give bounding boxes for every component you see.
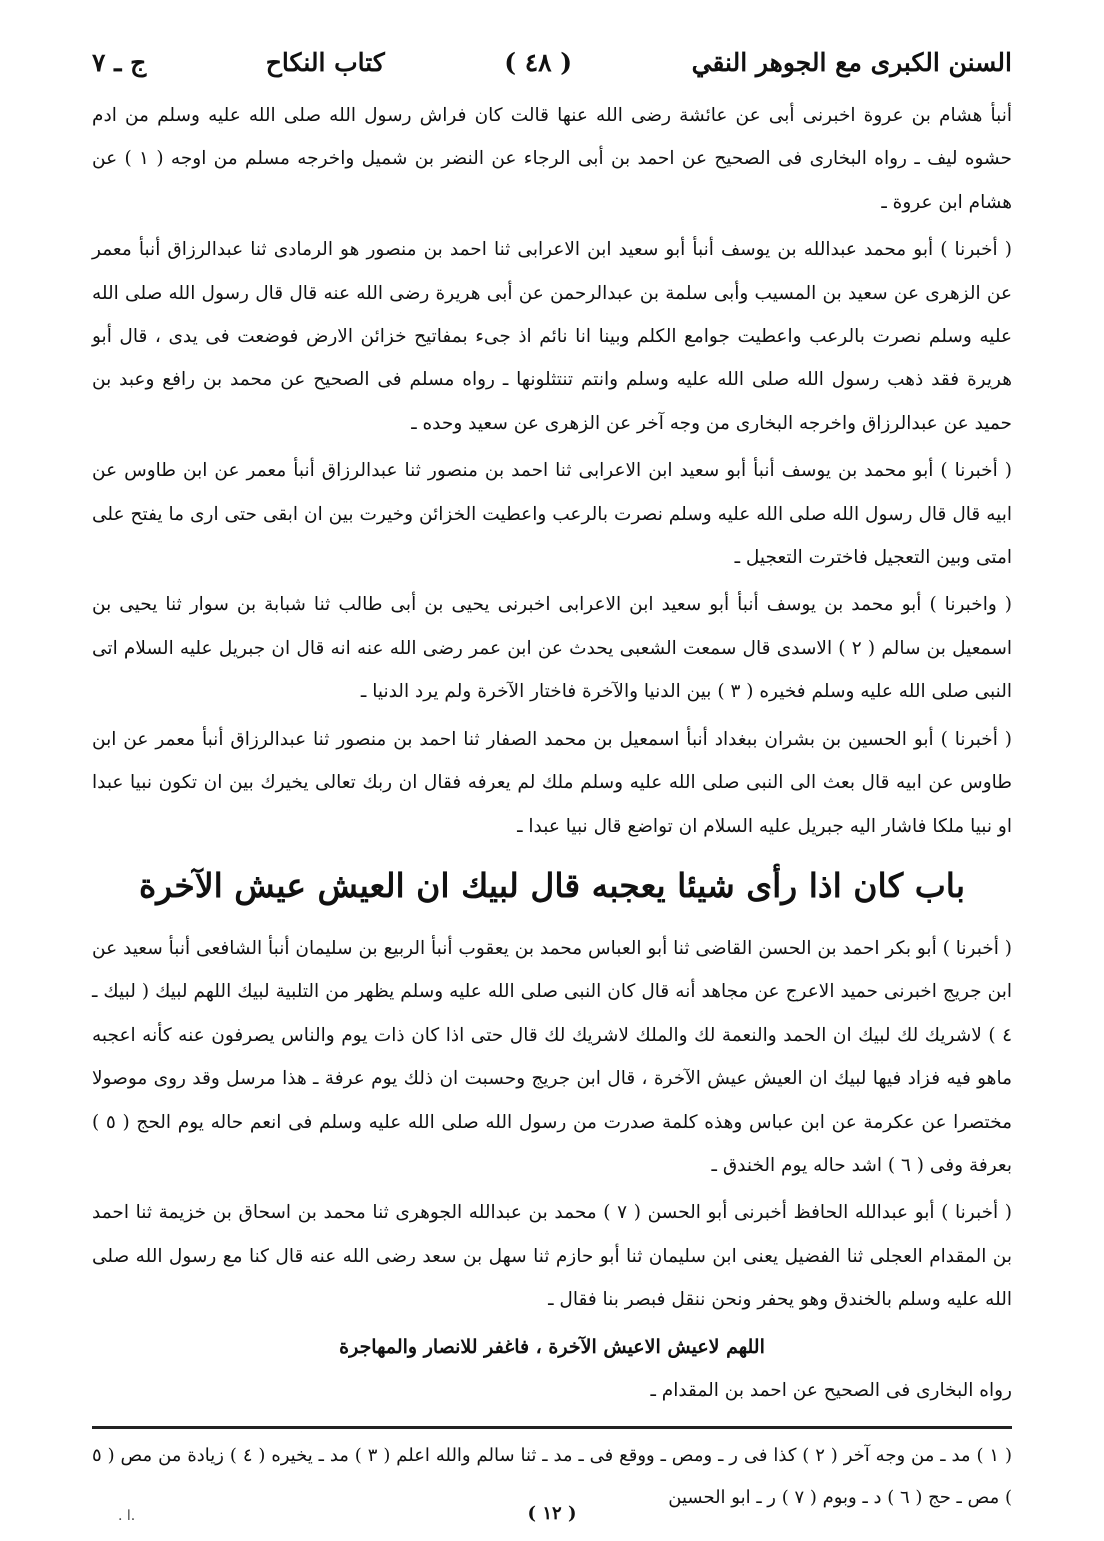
running-header: [92, 48, 1012, 94]
paragraph: ( أخبرنا ) أبو عبدالله الحافظ أخبرنى أبو الحسن ( ٧ ) محمد بن عبدالله الجوهرى ثنا محمد بن اسحاق بن خزيمة ثنا احمد بن المقدام العجلى ثنا الفضيل يعنى ابن سليمان ثنا أبو حازم ثنا سهل بن سعد رضى الله عنه قال كنا مع رسول الله صلى الله عليه وسلم بالخندق وهو يحفر ونحن ننقل فبصر بنا فقال ـ: [92, 1202, 1013, 1311]
chapter-title: كتاب النكاح: [265, 48, 385, 77]
book-title: السنن الكبرى مع الجوهر النقي: [691, 48, 1012, 77]
footer-page-number: ( ١٢ ): [527, 1503, 577, 1524]
footnotes: ( ١ ) مد ـ من وجه آخر ( ٢ ) كذا فى ر ـ ومص ـ ووقع فى ـ مد ـ ثنا سالم والله اعلم ( ٣ ) مد ـ يخيره ( ٤ ) زيادة من مص ( ٥ ) مص ـ حج ( ٦ ) د ـ وبوم ( ٧ ) ر ـ ابو الحسين: [92, 1444, 1013, 1508]
closing-line: رواه البخارى فى الصحيح عن احمد بن المقدام ـ: [650, 1379, 1012, 1401]
paragraph: ( أخبرنا ) أبو محمد عبدالله بن يوسف أنبأ أبو سعيد ابن الاعرابى ثنا احمد بن منصور هو الرمادى ثنا عبدالرزاق أنبأ معمر عن الزهرى عن سعيد بن المسيب وأبى سلمة بن عبدالرحمن عن أبى هريرة رضى الله عنه قال قال رسول الله صلى الله عليه وسلم نصرت بالرعب واعطيت جوامع الكلم وبينا انا نائم اذ جىء بمفاتيح خزائن الارض فوضعت فى يدى ، قال أبو هريرة فقد ذهب رسول الله صلى الله عليه وسلم وانتم تنتثلونها ـ رواه مسلم فى الصحيح عن محمد بن رافع وعبد بن حميد عن عبدالرزاق واخرجه البخارى من وجه آخر عن الزهرى عن سعيد وحده ـ: [92, 239, 1012, 434]
body-text-top: [92, 94, 1012, 848]
paragraph: ( أخبرنا ) أبو الحسين بن بشران ببغداد أنبأ اسمعيل بن محمد الصفار ثنا احمد بن منصور ثنا عبدالرزاق أنبأ معمر عن ابن طاوس عن ابيه قال بعث الى النبى صلى الله عليه وسلم ملك لم يعرفه فقال ان ربك تعالى يخيرك بين ان تكون نبيا عبدا او نبيا ملكا فاشار اليه جبريل عليه السلام ان تواضع قال نبيا عبدا ـ: [92, 728, 1012, 837]
paragraph: ( أخبرنا ) أبو محمد بن يوسف أنبأ أبو سعيد ابن الاعرابى ثنا احمد بن منصور ثنا عبدالرزاق أنبأ معمر عن ابن طاوس عن ابيه قال قال رسول الله صلى الله عليه وسلم نصرت بالرعب واعطيت الخزائن وخيرت بين ان ابقى حتى ارى ما يفتح على امتى وبين التعجيل فاخترت التعجيل ـ: [92, 460, 1012, 569]
margin-mark: . ا.: [118, 1508, 136, 1524]
paragraph: أنبأ هشام بن عروة اخبرنى أبى عن عائشة رضى الله عنها قالت كان فراش رسول الله صلى الله عليه وسلم من ادم حشوه ليف ـ رواه البخارى فى الصحيح عن احمد بن أبى الرجاء عن النضر بن شميل واخرجه مسلم من اوجه ( ١ ) عن هشام ابن عروة ـ: [92, 105, 1012, 213]
volume-number: ج ـ ٧: [92, 48, 147, 77]
page-number: ( ٤٨ ): [504, 48, 573, 77]
footnote-divider: [92, 1426, 1012, 1429]
poem-line: اللهم لاعيش الاعيش الآخرة ، فاغفر للانصار والمهاجرة: [339, 1335, 765, 1358]
section-heading: باب كان اذا رأى شيئا يعجبه قال لبيك ان العيش عيش الآخرة: [138, 865, 966, 905]
paragraph: ( واخبرنا ) أبو محمد بن يوسف أنبأ أبو سعيد ابن الاعرابى اخبرنى يحيى بن أبى طالب ثنا شبابة بن سوار ثنا يحيى بن اسمعيل بن سالم ( ٢ ) الاسدى قال سمعت الشعبى يحدث عن ابن عمر رضى الله عنه انه قال ان جبريل عليه السلام اتى النبى صلى الله عليه وسلم فخيره ( ٣ ) بين الدنيا والآخرة فاختار الآخرة ولم يرد الدنيا ـ: [92, 594, 1012, 703]
body-text-bottom: [92, 927, 1012, 1322]
paragraph: ( أخبرنا ) أبو بكر احمد بن الحسن القاضى ثنا أبو العباس محمد بن يعقوب أنبأ الربيع بن سليمان أنبأ الشافعى أنبأ سعيد عن ابن جريج اخبرنى حميد الاعرج عن مجاهد أنه قال كان النبى صلى الله عليه وسلم يظهر من التلبية لبيك اللهم لبيك ( لبيك ـ ٤ ) لاشريك لك لبيك ان الحمد والنعمة لك والملك لاشريك لك قال حتى اذا كان ذات يوم والناس يصرفون عنه كأنه اعجبه ماهو فيه فزاد فيها لبيك ان العيش عيش الآخرة ، قال ابن جريج وحسبت ان ذلك يوم عرفة ـ هذا مرسل وقد روى موصولا مختصرا عن عكرمة عن ابن عباس وهذه كلمة صدرت من رسول الله صلى الله عليه وسلم فى انعم حاله يوم الحج ( ٥ ) بعرفة وفى ( ٦ ) اشد حاله يوم الخندق ـ: [92, 937, 1012, 1176]
